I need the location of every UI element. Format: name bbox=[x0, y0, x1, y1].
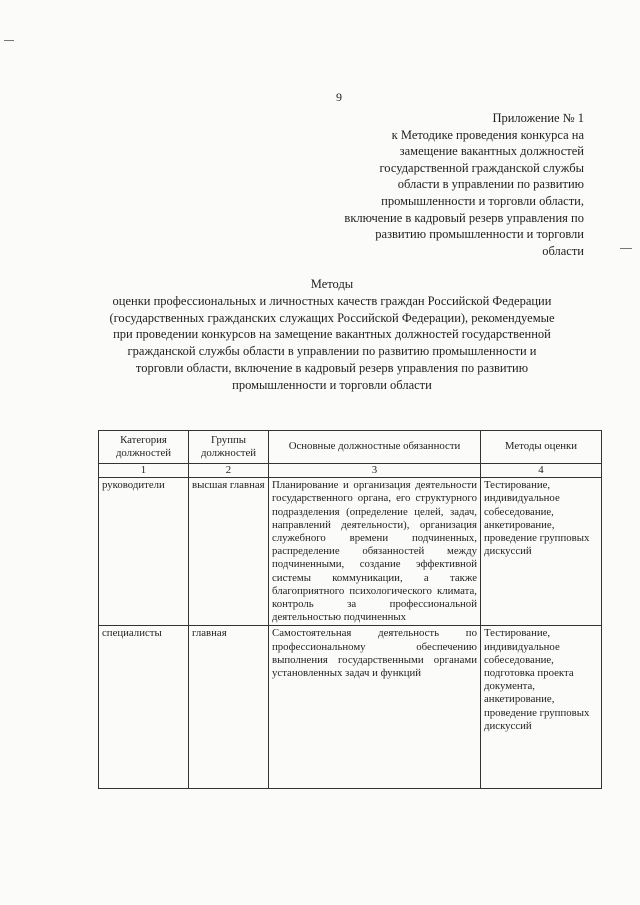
header-methods: Методы оценки bbox=[481, 431, 602, 464]
appendix-line: развитию промышленности и торговли bbox=[375, 227, 584, 242]
cell-methods: Тестирование, индивидуальное собеседование, анкетирование, проведение групповых дискуссий bbox=[481, 478, 602, 626]
table-row bbox=[99, 478, 602, 626]
appendix-line: Приложение № 1 bbox=[492, 111, 584, 125]
appendix-line: включение в кадровый резерв управления по bbox=[344, 210, 584, 225]
appendix-line: области bbox=[542, 243, 584, 258]
cell-groups: главная bbox=[189, 626, 269, 789]
cell-methods: Тестирование, индивидуальное собеседование, подготовка проекта документа, анкетирование, проведение групповых дискуссий bbox=[481, 626, 602, 789]
column-number: 1 bbox=[99, 464, 189, 478]
header-groups: Группы должностей bbox=[189, 431, 269, 464]
page-number: 9 bbox=[336, 90, 342, 104]
cell-category: руководители bbox=[99, 478, 189, 626]
cell-category: специалисты bbox=[99, 626, 189, 789]
methods-table bbox=[98, 430, 602, 789]
column-number: 3 bbox=[269, 464, 481, 478]
methods-heading: Методы bbox=[310, 277, 354, 291]
header-duties: Основные должностные обязанности bbox=[269, 431, 481, 464]
appendix-line: к Методике проведения конкурса на bbox=[391, 127, 584, 142]
appendix-line: области в управлении по развитию bbox=[397, 177, 584, 192]
column-number: 2 bbox=[189, 464, 269, 478]
appendix-line: государственной гражданской службы bbox=[379, 160, 584, 175]
cell-groups: высшая главная bbox=[189, 478, 269, 626]
table-header-row bbox=[99, 431, 602, 464]
column-number: 4 bbox=[481, 464, 602, 478]
cell-duties: Самостоятельная деятельность по профессиональному обеспечению выполнения государственными органами установленных задач и функций bbox=[269, 626, 481, 789]
table-row bbox=[99, 626, 602, 789]
cell-duties: Планирование и организация деятельности государственного органа, его структурного подразделения (определение целей, задач, направлений деятельности), организация служебного времени подчиненных, распределение обязанностей между подчиненными, создание эффективной системы коммуникации, а также благоприятного психологического климата, контроль за профессиональной деятельностью подчиненных bbox=[269, 478, 481, 626]
scan-mark bbox=[4, 40, 14, 41]
header-category: Категория должностей bbox=[99, 431, 189, 464]
column-number-row bbox=[99, 464, 602, 478]
appendix-block bbox=[270, 110, 584, 259]
methods-title-block bbox=[106, 276, 558, 394]
scan-mark bbox=[620, 248, 632, 249]
appendix-line: замещение вакантных должностей bbox=[399, 144, 584, 159]
methods-description: оценки профессиональных и личностных качеств граждан Российской Федерации (государственных гражданских служащих Российской Федерации), рекомендуемые при проведении конкурсов на замещение вакантных должностей государственной гражданской службы области в управлении по развитию промышленности и торговли области, включение в кадровый резерв управления по развитию промышленности и торговли области bbox=[109, 293, 555, 392]
appendix-line: промышленности и торговли области, bbox=[381, 193, 584, 208]
